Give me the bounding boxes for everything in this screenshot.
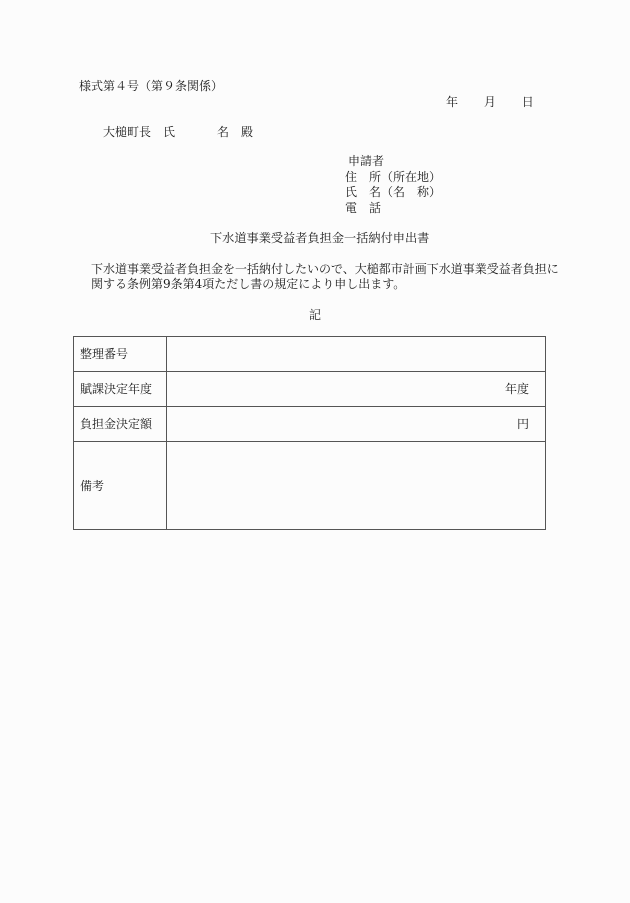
applicant-name-label: 氏 名（名 称）	[345, 185, 442, 199]
body-line-2: 関する条例第9条第4項ただし書の規定により申し出ます。	[91, 277, 406, 291]
table-row-assessment-year	[74, 372, 546, 407]
assessment-year-label: 賦課決定年度	[74, 372, 167, 407]
body-line-1: 下水道事業受益者負担金を一括納付したいので、大槌都市計画下水道事業受益者負担に	[91, 262, 559, 276]
assessment-year-field[interactable]: 年度	[167, 372, 546, 407]
charge-amount-field[interactable]: 円	[167, 407, 546, 442]
addressee	[103, 126, 253, 138]
table-row-remarks	[74, 442, 546, 530]
date-year-label: 年	[446, 95, 459, 109]
document-body	[79, 262, 559, 292]
detail-table	[73, 336, 546, 530]
document-title: 下水道事業受益者負担金一括納付申出書	[210, 231, 430, 245]
applicant-address-label: 住 所（所在地）	[345, 169, 442, 184]
ki-label: 記	[309, 308, 322, 322]
addressee-title: 大槌町長	[103, 125, 152, 139]
remarks-label: 備考	[74, 442, 167, 530]
reference-number-field[interactable]	[167, 337, 546, 372]
remarks-field[interactable]	[167, 442, 546, 530]
table-row-charge-amount	[74, 407, 546, 442]
form-number: 様式第４号（第９条関係）	[79, 79, 224, 93]
date-day-label: 日	[521, 95, 534, 109]
addressee-honorific-prefix: 氏	[163, 125, 176, 139]
addressee-honorific: 殿	[241, 125, 254, 139]
applicant-label: 申請者	[348, 154, 385, 168]
addressee-name-label: 名	[217, 125, 230, 139]
applicant-phone-label: 電 話	[345, 200, 382, 215]
applicant-block	[345, 155, 441, 217]
date-line	[446, 96, 534, 108]
table-row-reference-number	[74, 337, 546, 372]
charge-amount-label: 負担金決定額	[74, 407, 167, 442]
reference-number-label: 整理番号	[74, 337, 167, 372]
date-month-label: 月	[483, 95, 496, 109]
